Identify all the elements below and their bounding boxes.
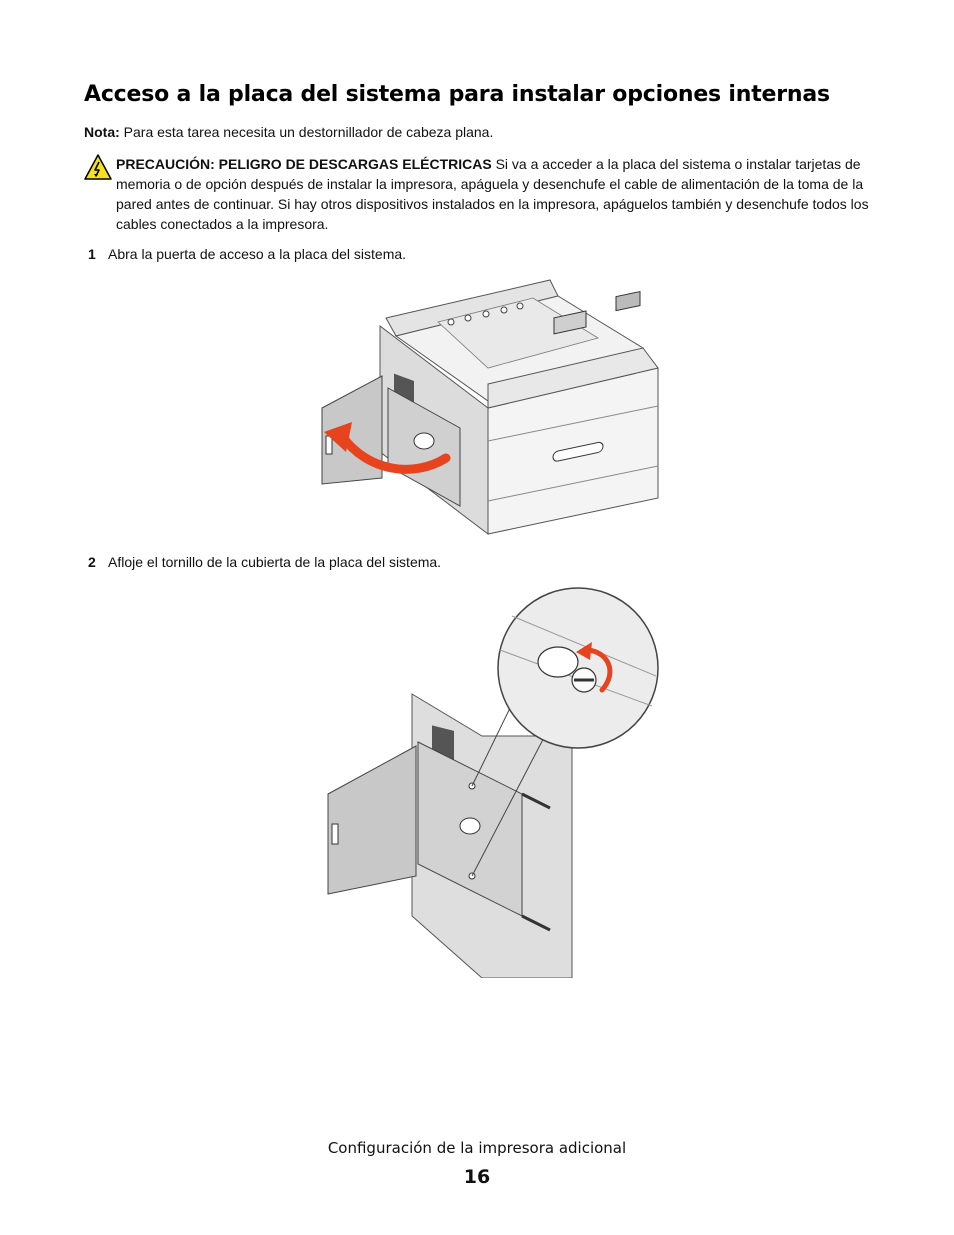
- step-text: Afloje el tornillo de la cubierta de la placa del sistema.: [108, 554, 442, 570]
- caution-body: Si va a acceder a la placa del sistema o instalar tarjetas de memoria o de opción después de instalar la impresora, apáguela y desenchufe el cable de alimentación de la toma de la pared antes de continuar. Si hay otros dispositivos instalados en la impresora, apáguelos también y desenchufe todos los cables conectados a la impresora.: [116, 156, 869, 232]
- warning-electric-shock-icon: [84, 154, 112, 180]
- loosen-screw-illustration: [322, 586, 662, 978]
- page-number: 16: [463, 1166, 491, 1188]
- note-text: Para esta tarea necesita un destornillador de cabeza plana.: [123, 124, 494, 140]
- step-text: Abra la puerta de acceso a la placa del sistema.: [108, 246, 407, 262]
- note: [84, 124, 493, 140]
- caution-label: PRECAUCIÓN: PELIGRO DE DESCARGAS ELÉCTRICAS: [116, 156, 492, 172]
- footer-section-title: Configuración de la impresora adicional: [327, 1139, 627, 1157]
- page-title: Acceso a la placa del sistema para instalar opciones internas: [84, 82, 830, 107]
- step-number: 2: [88, 554, 96, 570]
- step-number: 1: [88, 246, 96, 262]
- printer-door-open-illustration: [318, 276, 663, 538]
- caution-text: [116, 154, 876, 234]
- step-2: [88, 554, 441, 570]
- step-1: [88, 246, 406, 262]
- note-label: Nota:: [84, 124, 120, 140]
